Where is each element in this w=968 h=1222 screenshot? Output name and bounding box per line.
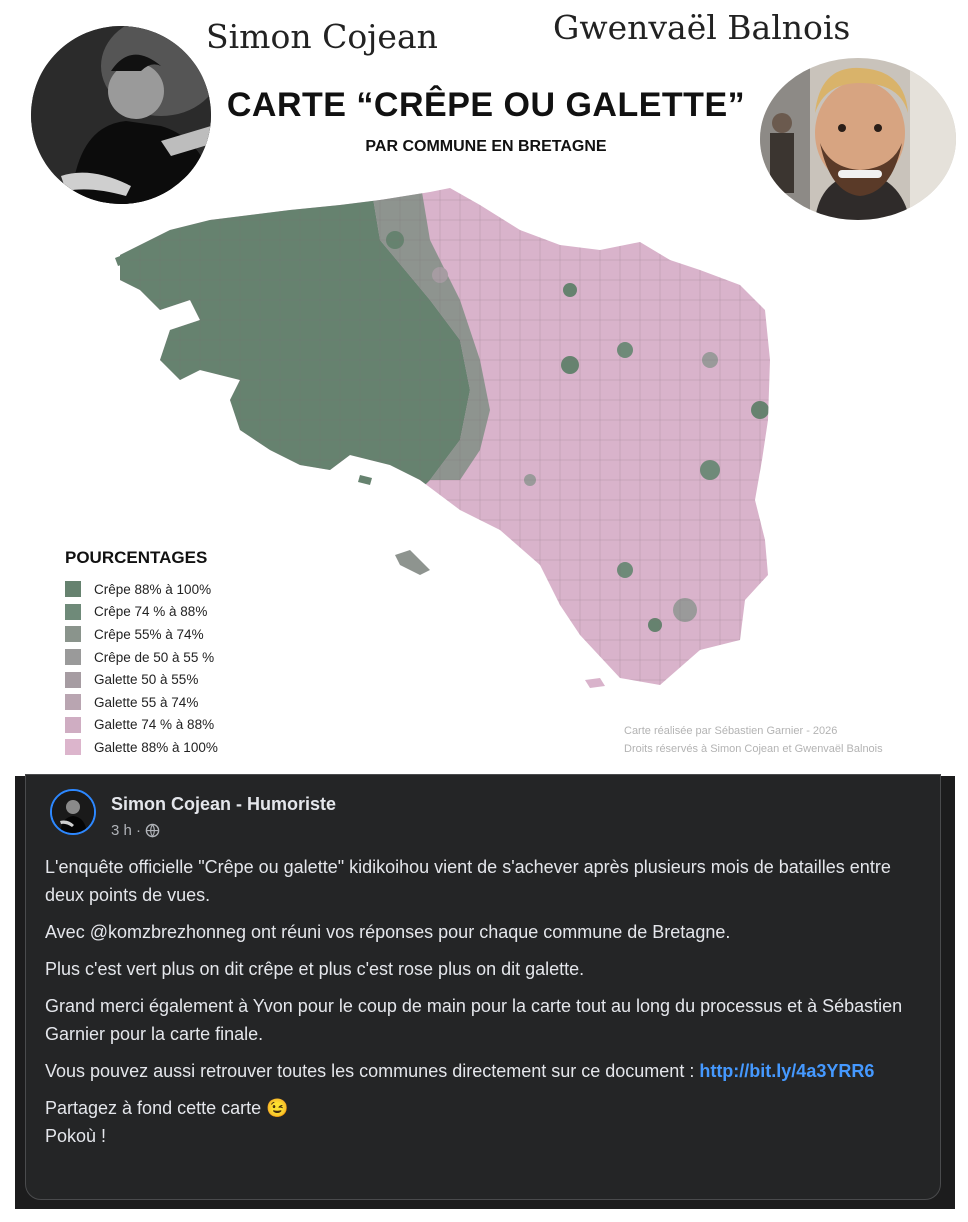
credit-line: Droits réservés à Simon Cojean et Gwenvaël Balnois [624,743,883,755]
legend-swatch [65,581,81,597]
map-legend [65,548,218,759]
post-paragraph: Pokoù ! [45,1126,107,1146]
post-text: Vous pouvez aussi retrouver toutes les communes directement sur ce document : [45,1061,700,1081]
legend-swatch [65,649,81,665]
legend-item [65,714,218,737]
post-time[interactable]: 3 h · [111,822,142,839]
legend-swatch [65,604,81,620]
legend-swatch [65,694,81,710]
legend-item [65,623,218,646]
post-paragraph: Plus c'est vert plus on dit crêpe et plus c'est rose plus on dit galette. [45,959,585,979]
legend-label: Crêpe de 50 à 55 % [94,649,215,665]
legend-label: Galette 55 à 74% [94,694,199,710]
legend-item [65,646,218,669]
post-paragraph [45,1057,905,1085]
legend-label: Crêpe 88% à 100% [94,581,212,597]
legend-swatch [65,626,81,642]
credit-line: Carte réalisée par Sébastien Garnier - 2026 [624,725,838,737]
post-author-name[interactable]: Simon Cojean - Humoriste [111,794,337,814]
legend-swatch [65,717,81,733]
globe-icon [145,823,160,838]
map-title: CARTE “CRÊPE OU GALETTE” [226,86,746,124]
legend-swatch [65,739,81,755]
simon-cojean-photo [31,26,211,204]
legend-item [65,668,218,691]
legend-item [65,736,218,759]
left-person-name: Simon Cojean [206,17,438,56]
legend-item [65,601,218,624]
legend-label: Galette 50 à 55% [94,672,199,688]
legend-label: Galette 74 % à 88% [94,717,215,733]
legend-label: Galette 88% à 100% [94,739,218,755]
post-paragraph: Avec @komzbrezhonneg ont réuni vos réponses pour chaque commune de Bretagne. [45,922,731,942]
post-paragraph: L'enquête officielle "Crêpe ou galette" kidikoihou vient de s'achever après plusieurs mois de batailles entre deux points de vues. [45,857,891,905]
post-body [45,853,905,1150]
legend-title: POURCENTAGES [65,548,208,567]
post-meta [111,822,160,839]
legend-item [65,691,218,714]
facebook-post-card [25,774,941,1200]
legend-swatch [65,672,81,688]
legend-label: Crêpe 74 % à 88% [94,604,208,620]
author-avatar[interactable] [50,789,96,835]
facebook-post-area [15,776,955,1209]
legend-label: Crêpe 55% à 74% [94,626,204,642]
legend-item [65,578,218,601]
right-person-name: Gwenvaël Balnois [553,8,851,47]
map-credit [624,722,883,758]
post-paragraph: Grand merci également à Yvon pour le coup de main pour la carte tout au long du processus et à Sébastien Garnier pour la carte finale. [45,996,903,1044]
post-paragraph: Partagez à fond cette carte 😉 [45,1098,289,1118]
document-link[interactable]: http://bit.ly/4a3YRR6 [699,1061,875,1081]
map-subtitle: PAR COMMUNE EN BRETAGNE [365,138,607,155]
